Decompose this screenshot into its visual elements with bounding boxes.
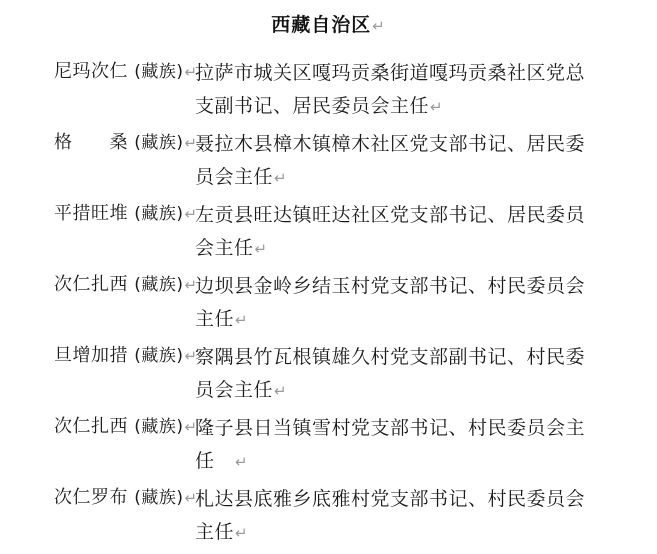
list-item xyxy=(0,341,657,412)
position-line-2-text: 员会主任 xyxy=(195,166,274,188)
person-name: 平措旺堆 xyxy=(54,203,128,224)
position-line-1: 札达县底雅乡底雅村党支部书记、村民委员会 xyxy=(195,488,586,510)
paragraph-mark-icon: ↵ xyxy=(184,63,198,81)
position-line-2-text: 会主任 xyxy=(195,237,254,259)
person-name: 尼玛次仁 xyxy=(54,61,128,82)
paragraph-mark-icon: ↵ xyxy=(235,311,249,329)
position-line-1: 隆子县日当镇雪村党支部书记、村民委员会主 xyxy=(195,417,586,439)
name-cell xyxy=(54,341,198,371)
position-line-2 xyxy=(195,516,595,550)
ethnicity-label: (藏族) xyxy=(134,488,184,508)
name-cell xyxy=(54,483,198,513)
position-cell xyxy=(195,199,595,266)
paragraph-mark-icon: ↵ xyxy=(184,489,198,507)
name-cell xyxy=(54,128,198,158)
position-line-1: 察隅县竹瓦根镇雄久村党支部副书记、村民委 xyxy=(195,346,586,368)
position-line-2 xyxy=(195,303,595,337)
position-line-1: 聂拉木县樟木镇樟木社区党支部书记、居民委 xyxy=(195,133,586,155)
position-line-2-text: 员会主任 xyxy=(195,379,274,401)
name-cell xyxy=(54,412,198,442)
position-cell xyxy=(195,128,595,195)
paragraph-mark-icon: ↵ xyxy=(184,418,198,436)
position-line-2 xyxy=(195,161,595,195)
position-line-2 xyxy=(195,90,595,124)
list-item xyxy=(0,199,657,270)
paragraph-mark-icon: ↵ xyxy=(274,169,288,187)
paragraph-mark-icon: ↵ xyxy=(184,276,198,294)
name-cell xyxy=(54,199,198,229)
list-item xyxy=(0,412,657,483)
position-line-2-text: 主任 xyxy=(195,308,235,330)
person-name: 旦增加措 xyxy=(54,345,128,366)
position-line-2-text: 任 xyxy=(195,450,235,472)
ethnicity-label: (藏族) xyxy=(134,204,184,224)
position-cell xyxy=(195,483,595,550)
representative-list xyxy=(0,57,657,554)
person-name: 次仁扎西 xyxy=(54,416,128,437)
person-name: 次仁罗布 xyxy=(54,487,128,508)
person-name: 格 桑 xyxy=(54,132,128,153)
name-cell xyxy=(54,57,198,87)
position-cell xyxy=(195,57,595,124)
position-line-1: 拉萨市城关区嘎玛贡桑街道嘎玛贡桑社区党总 xyxy=(195,62,586,84)
position-line-2 xyxy=(195,374,595,408)
list-item xyxy=(0,128,657,199)
paragraph-mark-icon: ↵ xyxy=(254,240,268,258)
ethnicity-label: (藏族) xyxy=(134,417,184,437)
position-line-2 xyxy=(195,445,595,479)
paragraph-mark-icon: ↵ xyxy=(235,524,249,542)
person-name: 次仁扎西 xyxy=(54,274,128,295)
document-title xyxy=(0,10,657,37)
position-cell xyxy=(195,341,595,408)
paragraph-mark-icon: ↵ xyxy=(372,17,386,35)
list-item xyxy=(0,270,657,341)
paragraph-mark-icon: ↵ xyxy=(184,134,198,152)
ethnicity-label: (藏族) xyxy=(134,133,184,153)
paragraph-mark-icon: ↵ xyxy=(184,205,198,223)
paragraph-mark-icon: ↵ xyxy=(274,382,288,400)
paragraph-mark-icon: ↵ xyxy=(430,98,444,116)
position-line-1: 左贡县旺达镇旺达社区党支部书记、居民委员 xyxy=(195,204,586,226)
paragraph-mark-icon: ↵ xyxy=(184,347,198,365)
ethnicity-label: (藏族) xyxy=(134,275,184,295)
list-item xyxy=(0,483,657,554)
position-line-2 xyxy=(195,232,595,266)
paragraph-mark-icon: ↵ xyxy=(235,453,249,471)
ethnicity-label: (藏族) xyxy=(134,62,184,82)
name-cell xyxy=(54,270,198,300)
list-item xyxy=(0,57,657,128)
position-line-2-text: 支副书记、居民委员会主任 xyxy=(195,95,430,117)
title-text: 西藏自治区 xyxy=(271,14,372,36)
ethnicity-label: (藏族) xyxy=(134,346,184,366)
position-line-1: 边坝县金岭乡结玉村党支部书记、村民委员会 xyxy=(195,275,586,297)
position-line-2-text: 主任 xyxy=(195,521,235,543)
position-cell xyxy=(195,412,595,479)
position-cell xyxy=(195,270,595,337)
